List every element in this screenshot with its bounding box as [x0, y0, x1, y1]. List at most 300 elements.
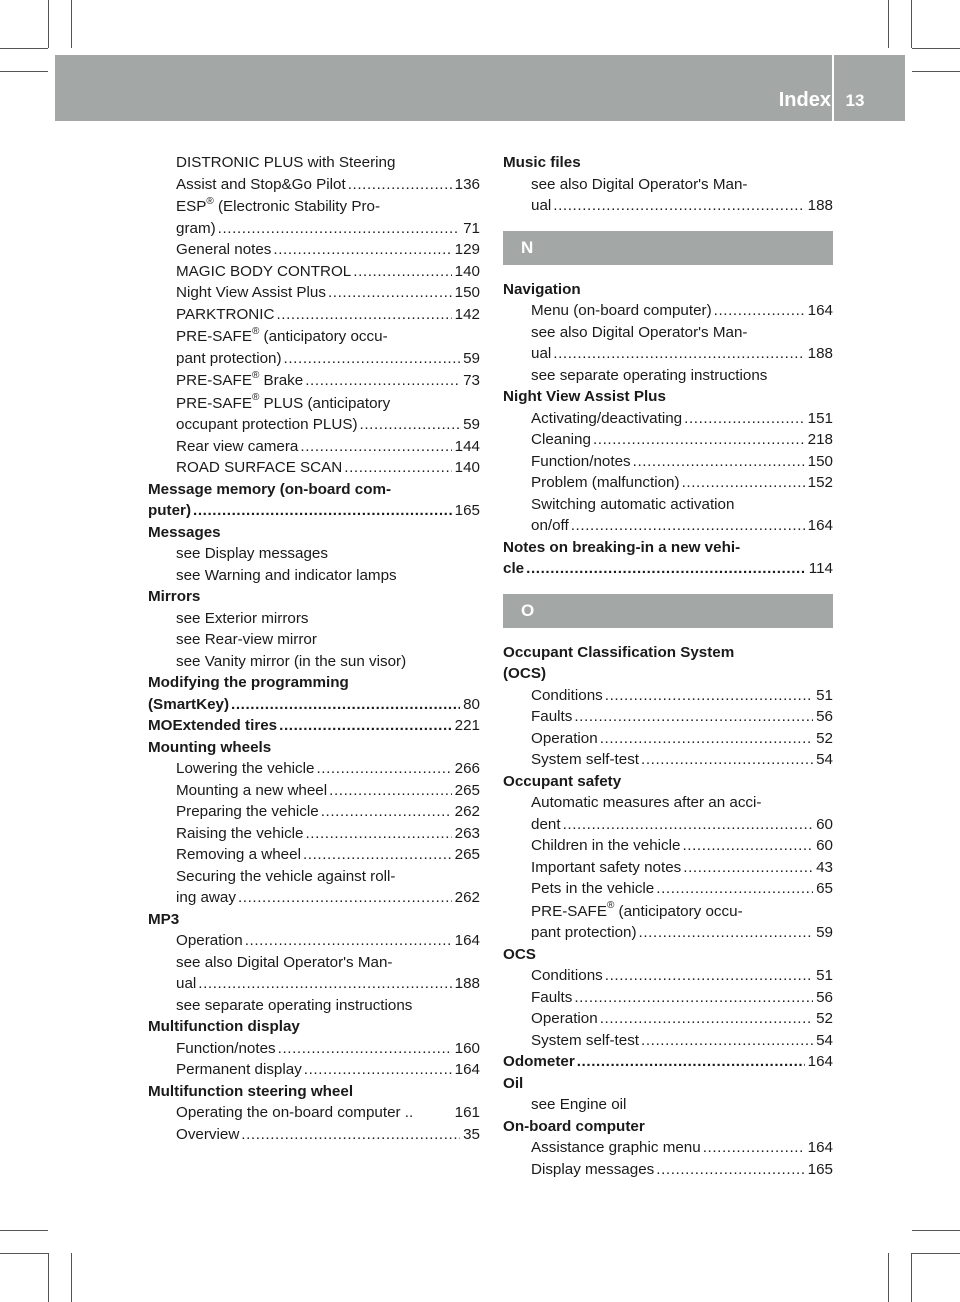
page-reference: 152	[807, 474, 833, 491]
page-reference: 54	[816, 751, 833, 768]
index-subentry	[148, 887, 480, 909]
index-subentry	[503, 706, 833, 728]
index-subentry	[148, 973, 480, 995]
leader-dots	[553, 343, 804, 365]
entry-text: Problem (malfunction)	[531, 474, 680, 491]
index-subentry	[148, 543, 480, 565]
index-entry	[503, 642, 833, 664]
leader-dots	[328, 282, 452, 304]
page-reference: 262	[454, 803, 480, 820]
entry-text: pant protection)	[531, 924, 637, 941]
entry-text: General notes	[176, 241, 272, 258]
leader-dots	[641, 1030, 813, 1052]
page-reference: 164	[807, 1053, 833, 1070]
leader-dots	[703, 1137, 805, 1159]
index-subentry	[148, 1059, 480, 1081]
index-subentry	[503, 300, 833, 322]
page-reference: 60	[816, 837, 833, 854]
crop-mark	[0, 48, 48, 49]
index-entry	[148, 672, 480, 694]
index-subentry	[503, 1137, 833, 1159]
entry-text: On-board computer	[503, 1117, 645, 1135]
index-column-left	[148, 152, 480, 1145]
entry-text: Assist and Stop&Go Pilot	[176, 175, 346, 193]
index-subentry	[148, 304, 480, 326]
crop-mark	[888, 0, 889, 48]
crop-mark	[912, 1253, 960, 1254]
entry-text: see also Digital Operator's Man-	[531, 323, 748, 341]
page-reference: 59	[463, 349, 480, 367]
entry-text: Operating the on-board computer ..	[176, 1104, 414, 1121]
index-subentry	[503, 987, 833, 1009]
entry-text: Menu (on-board computer)	[531, 302, 712, 319]
crop-mark	[71, 1253, 72, 1302]
page-reference: 136	[454, 175, 480, 193]
index-subentry	[503, 728, 833, 750]
entry-text: see Exterior mirrors	[176, 609, 309, 627]
entry-text: Multifunction steering wheel	[148, 1082, 354, 1100]
page-reference: 35	[463, 1125, 480, 1143]
page-reference: 59	[463, 416, 480, 433]
entry-text: on/off	[531, 517, 569, 534]
page-reference: 263	[454, 824, 480, 842]
leader-dots	[321, 801, 452, 823]
page-reference: 71	[463, 219, 480, 237]
entry-text: OCS	[503, 945, 536, 963]
page-reference: 265	[454, 781, 480, 799]
leader-dots	[273, 239, 451, 261]
leader-dots	[353, 261, 451, 283]
entry-text: Function/notes	[176, 1039, 276, 1057]
page-reference: 43	[816, 858, 833, 876]
index-entry	[503, 1051, 833, 1073]
entry-text: Lowering the vehicle	[176, 760, 315, 777]
page-reference: 188	[807, 345, 833, 362]
entry-text: see also Digital Operator's Man-	[176, 953, 393, 971]
leader-dots	[305, 823, 451, 845]
entry-text: Oil	[503, 1074, 524, 1092]
page-title: Index	[778, 89, 831, 111]
entry-text: Function/notes	[531, 452, 631, 470]
index-subentry	[503, 922, 833, 944]
index-entry	[148, 694, 480, 716]
entry-text: Pets in the vehicle	[531, 880, 655, 897]
section-letter-header: N	[503, 231, 833, 265]
entry-text: PARKTRONIC	[176, 305, 275, 323]
registered-mark: ®	[206, 195, 214, 207]
crop-mark	[71, 0, 72, 48]
entry-text: Faults	[531, 708, 573, 725]
index-subentry	[503, 343, 833, 365]
page-reference: 164	[454, 1061, 480, 1078]
entry-text: Music files	[503, 154, 581, 171]
leader-dots	[684, 408, 805, 430]
leader-dots	[329, 780, 452, 802]
entry-text-part: (anticipatory occu-	[259, 328, 388, 345]
leader-dots	[656, 878, 813, 900]
entry-text	[176, 392, 391, 412]
entry-text: see Engine oil	[531, 1096, 627, 1113]
page-reference: 218	[807, 431, 833, 448]
index-subentry	[503, 322, 833, 344]
entry-text: DISTRONIC PLUS with Steering	[176, 154, 396, 171]
page-reference: 65	[816, 880, 833, 897]
leader-dots	[276, 304, 451, 326]
leader-dots	[344, 457, 451, 479]
entry-text: Multifunction display	[148, 1018, 300, 1035]
entry-text: Activating/deactivating	[531, 409, 683, 427]
entry-text: Mounting a new wheel	[176, 781, 328, 799]
index-subentry	[503, 408, 833, 430]
leader-dots	[683, 857, 813, 879]
crop-mark	[888, 1253, 889, 1302]
index-column-right	[503, 152, 833, 1180]
index-subentry	[148, 436, 480, 458]
crop-mark	[0, 1230, 48, 1231]
leader-dots	[593, 429, 805, 451]
entry-text-part: PRE-SAFE	[176, 372, 252, 389]
entry-text: Cleaning	[531, 431, 591, 448]
crop-mark	[48, 1253, 49, 1302]
index-subentry	[148, 866, 480, 888]
index-subentry	[148, 239, 480, 261]
leader-dots	[305, 369, 460, 392]
entry-text: Modifying the programming	[148, 674, 349, 691]
entry-text: Notes on breaking-in a new vehi-	[503, 538, 741, 556]
leader-dots	[278, 1038, 452, 1060]
index-subentry	[148, 780, 480, 802]
entry-text: Important safety notes	[531, 858, 682, 876]
index-entry	[503, 537, 833, 559]
index-subentry	[148, 414, 480, 436]
index-entry	[148, 479, 480, 501]
entry-text: Faults	[531, 988, 573, 1006]
index-subentry	[148, 218, 480, 240]
index-entry	[148, 715, 480, 737]
index-entry	[148, 500, 480, 522]
entry-text: see Display messages	[176, 545, 328, 562]
crop-mark	[911, 1253, 912, 1302]
page-reference: 150	[807, 452, 833, 470]
leader-dots	[218, 218, 460, 240]
leader-dots	[682, 835, 813, 857]
index-subentry	[503, 835, 833, 857]
entry-text: dent	[531, 815, 561, 833]
index-subentry	[503, 1008, 833, 1030]
entry-text: Automatic measures after an acci-	[531, 794, 762, 811]
index-entry	[503, 1116, 833, 1138]
entry-text: System self-test	[531, 1031, 640, 1049]
index-subentry	[148, 369, 480, 392]
page-reference: 221	[454, 717, 480, 734]
index-subentry	[148, 282, 480, 304]
index-subentry	[503, 792, 833, 814]
page-reference: 51	[816, 686, 833, 704]
page-reference: 151	[807, 409, 833, 427]
index-subentry	[148, 261, 480, 283]
leader-dots	[656, 1159, 804, 1181]
entry-text-part: Brake	[259, 372, 304, 389]
index-subentry	[503, 1159, 833, 1181]
entry-text-part: PRE-SAFE	[176, 328, 252, 345]
entry-text: Assistance graphic menu	[531, 1139, 701, 1156]
page-reference: 114	[808, 560, 833, 577]
entry-text: Occupant Classification System	[503, 643, 735, 661]
page-reference: 51	[816, 967, 833, 984]
leader-dots	[300, 436, 451, 458]
index-entry	[503, 386, 833, 408]
leader-dots	[238, 887, 452, 909]
index-subentry	[148, 457, 480, 479]
index-subentry	[503, 749, 833, 771]
page-reference: 165	[454, 502, 480, 519]
entry-text: (SmartKey)	[148, 695, 230, 713]
page-reference: 164	[807, 517, 833, 534]
index-subentry	[148, 952, 480, 974]
leader-dots	[633, 451, 805, 473]
leader-dots	[714, 300, 805, 322]
page-reference: 164	[454, 932, 480, 949]
leader-dots	[360, 414, 461, 436]
leader-dots	[526, 558, 806, 580]
index-entry	[148, 586, 480, 608]
entry-text: puter)	[148, 502, 192, 519]
index-subentry	[503, 857, 833, 879]
entry-text-part: PLUS (anticipatory	[259, 394, 391, 412]
index-entry	[503, 663, 833, 685]
index-subentry	[148, 995, 480, 1017]
entry-text: Conditions	[531, 686, 603, 704]
entry-text	[531, 900, 743, 920]
index-entry	[148, 1016, 480, 1038]
entry-text: ual	[531, 197, 552, 214]
entry-text: gram)	[176, 219, 216, 237]
entry-text: MAGIC BODY CONTROL	[176, 262, 352, 280]
index-subentry	[503, 900, 833, 923]
entry-text: see separate operating instructions	[531, 366, 768, 384]
entry-text: Odometer	[503, 1053, 575, 1070]
index-subentry	[148, 1102, 480, 1124]
crop-mark	[0, 71, 48, 72]
index-subentry	[503, 451, 833, 473]
page-reference: 150	[454, 284, 480, 301]
entry-text: MOExtended tires	[148, 717, 278, 734]
page-reference: 73	[463, 372, 480, 389]
entry-text: Mirrors	[148, 588, 201, 605]
index-subentry	[148, 608, 480, 630]
crop-mark	[912, 71, 960, 72]
leader-dots	[563, 814, 814, 836]
page-reference: 262	[454, 889, 480, 906]
leader-dots	[198, 973, 451, 995]
entry-text-part: ESP	[176, 198, 207, 215]
page-reference: 59	[816, 924, 833, 941]
entry-text: Raising the vehicle	[176, 824, 304, 842]
registered-mark: ®	[251, 325, 260, 337]
index-subentry	[148, 844, 480, 866]
leader-dots	[574, 987, 813, 1009]
crop-mark	[912, 1230, 960, 1231]
entry-text: ual	[176, 975, 197, 992]
entry-text: ual	[531, 345, 552, 362]
leader-dots	[682, 472, 805, 494]
page-reference: 266	[454, 760, 480, 777]
crop-mark	[911, 0, 912, 48]
index-subentry	[148, 758, 480, 780]
entry-text: Conditions	[531, 967, 603, 984]
entry-text: cle	[503, 560, 525, 577]
leader-dots	[245, 930, 452, 952]
index-subentry	[148, 325, 480, 348]
leader-dots	[641, 749, 813, 771]
index-subentry	[148, 1124, 480, 1146]
registered-mark: ®	[251, 392, 260, 404]
entry-text: (OCS)	[503, 665, 547, 682]
index-entry	[503, 1073, 833, 1095]
index-entry	[148, 737, 480, 759]
entry-text: Operation	[176, 932, 243, 949]
entry-text: Night View Assist Plus	[503, 388, 666, 405]
index-entry	[503, 558, 833, 580]
crop-mark	[48, 0, 49, 48]
page-number: 13	[845, 91, 865, 110]
index-subentry	[503, 429, 833, 451]
entry-text	[176, 195, 381, 215]
page-reference: 52	[816, 1010, 833, 1027]
entry-text	[176, 325, 388, 345]
leader-dots	[231, 694, 460, 716]
entry-text-part: (Electronic Stability Pro-	[213, 198, 381, 215]
index-subentry	[148, 1038, 480, 1060]
index-subentry	[148, 348, 480, 370]
page-reference: 60	[816, 815, 833, 833]
index-subentry	[148, 174, 480, 196]
entry-text: see Vanity mirror (in the sun visor)	[176, 652, 407, 670]
entry-text: Occupant safety	[503, 772, 622, 790]
registered-mark: ®	[251, 369, 260, 381]
entry-text: MP3	[148, 910, 180, 928]
entry-text: Navigation	[503, 280, 581, 298]
page-reference: 56	[816, 708, 833, 725]
index-subentry	[503, 685, 833, 707]
entry-text: Securing the vehicle against roll-	[176, 867, 396, 885]
entry-text: ing away	[176, 889, 236, 906]
entry-text: Message memory (on-board com-	[148, 480, 392, 498]
index-entry	[148, 1081, 480, 1103]
page-reference: 160	[454, 1039, 480, 1057]
entry-text: see also Digital Operator's Man-	[531, 175, 748, 193]
entry-text-part: PRE-SAFE	[531, 902, 607, 920]
entry-text: Display messages	[531, 1160, 655, 1178]
section-letter-header: O	[503, 594, 833, 628]
page-reference: 140	[454, 262, 480, 280]
entry-text: Switching automatic activation	[531, 495, 735, 513]
entry-text: see separate operating instructions	[176, 996, 413, 1014]
entry-text: occupant protection PLUS)	[176, 416, 358, 433]
page-reference: 188	[807, 197, 833, 214]
index-subentry	[148, 930, 480, 952]
page-reference: 164	[807, 1139, 833, 1156]
leader-dots	[303, 844, 452, 866]
index-subentry	[503, 494, 833, 516]
entry-text: Rear view camera	[176, 437, 299, 455]
leader-dots	[316, 758, 451, 780]
entry-text: Removing a wheel	[176, 846, 301, 863]
index-subentry	[503, 365, 833, 387]
entry-text: Night View Assist Plus	[176, 284, 326, 301]
leader-dots	[193, 500, 452, 522]
page-reference: 129	[454, 241, 480, 258]
page-reference: 265	[454, 846, 480, 863]
leader-dots	[571, 515, 805, 537]
index-subentry	[503, 515, 833, 537]
page-reference: 164	[807, 302, 833, 319]
leader-dots	[600, 1008, 813, 1030]
index-entry	[503, 279, 833, 301]
page-reference: 161	[454, 1104, 480, 1121]
index-entry	[503, 771, 833, 793]
page-reference: 188	[454, 975, 480, 992]
entry-text: Messages	[148, 523, 221, 541]
entry-text: Mounting wheels	[148, 738, 272, 756]
index-subentry	[503, 1030, 833, 1052]
crop-mark	[912, 48, 960, 49]
index-entry	[148, 909, 480, 931]
entry-text: pant protection)	[176, 349, 282, 367]
entry-text-part: (anticipatory occu-	[614, 902, 743, 920]
entry-text: see Warning and indicator lamps	[176, 566, 397, 584]
page-reference: 144	[454, 437, 480, 455]
page-reference: 54	[816, 1031, 833, 1049]
entry-text: Permanent display	[176, 1061, 302, 1078]
leader-dots	[279, 715, 452, 737]
leader-dots	[639, 922, 814, 944]
index-entry	[503, 152, 833, 174]
index-subentry	[148, 823, 480, 845]
crop-mark	[0, 1253, 48, 1254]
index-subentry	[503, 174, 833, 196]
entry-text: System self-test	[531, 751, 640, 768]
entry-text: Preparing the vehicle	[176, 803, 319, 820]
entry-text: Children in the vehicle	[531, 837, 681, 854]
index-subentry	[503, 965, 833, 987]
index-subentry	[503, 878, 833, 900]
index-subentry	[148, 152, 480, 174]
page-reference: 142	[454, 305, 480, 323]
leader-dots	[605, 685, 813, 707]
leader-dots	[574, 706, 813, 728]
leader-dots	[241, 1124, 460, 1146]
index-subentry	[148, 195, 480, 218]
page-reference: 52	[816, 729, 833, 747]
index-subentry	[503, 814, 833, 836]
index-subentry	[503, 1094, 833, 1116]
index-subentry	[503, 472, 833, 494]
index-subentry	[148, 629, 480, 651]
entry-text	[176, 369, 303, 392]
page-reference: 165	[807, 1160, 833, 1178]
page-reference: 140	[454, 459, 480, 476]
leader-dots	[553, 195, 804, 217]
page-reference: 80	[463, 695, 480, 713]
leader-dots	[348, 174, 452, 196]
entry-text: Overview	[176, 1125, 240, 1143]
index-subentry	[148, 801, 480, 823]
leader-dots	[284, 348, 461, 370]
entry-text: ROAD SURFACE SCAN	[176, 459, 343, 476]
index-subentry	[148, 651, 480, 673]
entry-text: Operation	[531, 1010, 598, 1027]
